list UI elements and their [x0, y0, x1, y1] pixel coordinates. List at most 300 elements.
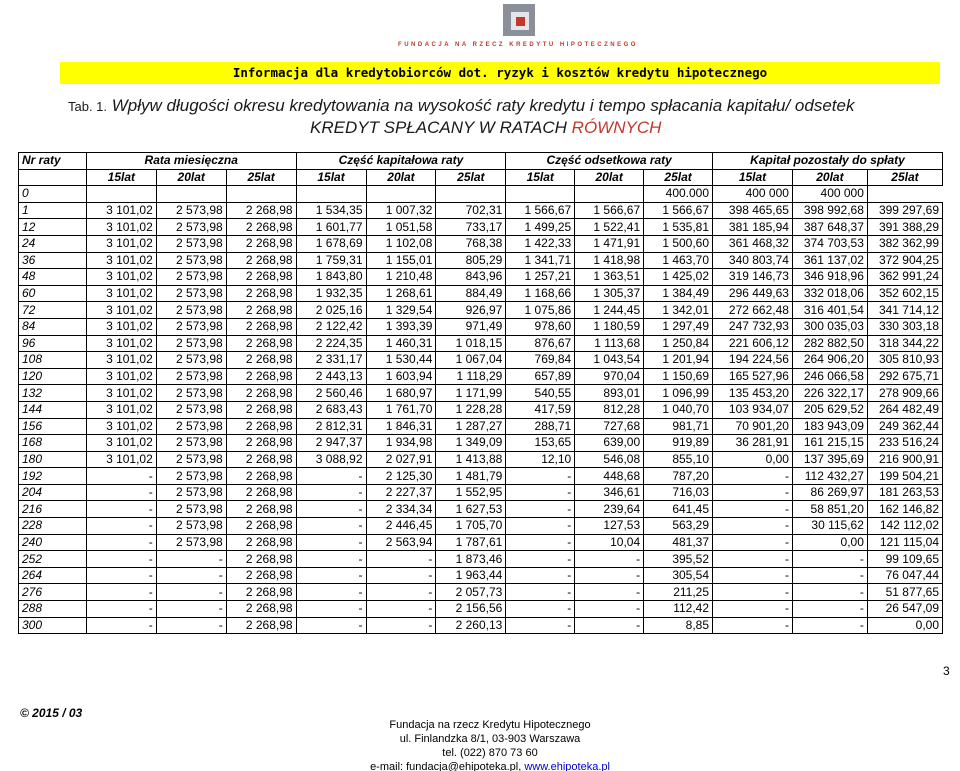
table-cell: - — [506, 551, 575, 568]
table-cell: - — [86, 468, 156, 485]
table-cell: 2 268,98 — [226, 318, 296, 335]
table-cell: 2 025,16 — [296, 302, 366, 319]
footer-email: e-mail: fundacja@ehipoteka.pl, — [370, 761, 525, 771]
table-cell: 381 185,94 — [713, 219, 793, 236]
table-cell: 1 963,44 — [436, 567, 506, 584]
table-cell: 142 112,02 — [867, 518, 942, 535]
table-row — [19, 302, 943, 319]
cell-nr: 96 — [19, 335, 87, 352]
table-cell: 278 909,66 — [867, 385, 942, 402]
table-cell: 0,00 — [792, 534, 867, 551]
table-row — [19, 418, 943, 435]
table-cell: - — [156, 584, 226, 601]
table-cell: - — [713, 601, 793, 618]
table-cell: 1 471,91 — [575, 235, 644, 252]
table-cell: 716,03 — [644, 484, 713, 501]
table-cell: 2 268,98 — [226, 335, 296, 352]
table-cell: 239,64 — [575, 501, 644, 518]
table-cell: 1 067,04 — [436, 352, 506, 369]
table-cell: 305,54 — [644, 567, 713, 584]
table-cell: 2 573,98 — [156, 468, 226, 485]
table-cell: - — [713, 584, 793, 601]
table-row — [19, 534, 943, 551]
table-cell: 2 268,98 — [226, 484, 296, 501]
header-nr-raty: Nr raty — [19, 153, 87, 170]
table-cell: 1 341,71 — [506, 252, 575, 269]
table-cell: 1 342,01 — [644, 302, 713, 319]
table-cell: 398 992,68 — [792, 202, 867, 219]
table-cell: - — [296, 584, 366, 601]
table-cell: 1 113,68 — [575, 335, 644, 352]
table-row — [19, 435, 943, 452]
table-cell: 2 260,13 — [436, 617, 506, 634]
table-row — [19, 567, 943, 584]
period-header: 15lat — [296, 169, 366, 186]
table-cell: 1 463,70 — [644, 252, 713, 269]
table-cell: - — [713, 567, 793, 584]
table-cell: 3 101,02 — [86, 285, 156, 302]
table-cell: - — [366, 601, 436, 618]
table-cell: 1 846,31 — [366, 418, 436, 435]
table-cell: 135 453,20 — [713, 385, 793, 402]
table-cell: 221 606,12 — [713, 335, 793, 352]
table-cell: 3 101,02 — [86, 435, 156, 452]
table-cell: 103 934,07 — [713, 401, 793, 418]
cell-nr: 240 — [19, 534, 87, 551]
table-cell: - — [86, 601, 156, 618]
table-cell: 1 297,49 — [644, 318, 713, 335]
table-cell: 399 297,69 — [867, 202, 942, 219]
table-cell: 2 268,98 — [226, 219, 296, 236]
table-cell: 657,89 — [506, 368, 575, 385]
table-cell: 1 201,94 — [644, 352, 713, 369]
table-cell: - — [156, 551, 226, 568]
table-cell: 1 096,99 — [644, 385, 713, 402]
header-kapital: Część kapitałowa raty — [296, 153, 506, 170]
logo-text: FUNDACJA NA RZECZ KREDYTU HIPOTECZNEGO — [398, 42, 638, 48]
table-cell: - — [86, 518, 156, 535]
table-cell: 296 449,63 — [713, 285, 793, 302]
table-cell: 2 268,98 — [226, 534, 296, 551]
table-row — [19, 318, 943, 335]
table-cell: 341 714,12 — [867, 302, 942, 319]
table-cell: 161 215,15 — [792, 435, 867, 452]
header-odsetki: Część odsetkowa raty — [506, 153, 713, 170]
table-cell: 1 566,67 — [575, 202, 644, 219]
table-cell: 2 573,98 — [156, 302, 226, 319]
period-header-empty — [19, 169, 87, 186]
table-cell: 970,04 — [575, 368, 644, 385]
table-cell: 2 268,98 — [226, 418, 296, 435]
table-cell: 352 602,15 — [867, 285, 942, 302]
table-cell: 733,17 — [436, 219, 506, 236]
table-cell: 2 573,98 — [156, 269, 226, 286]
table-row — [19, 285, 943, 302]
table-cell: - — [506, 468, 575, 485]
table-row — [19, 235, 943, 252]
table-cell: - — [156, 601, 226, 618]
table-cell: - — [575, 567, 644, 584]
table-cell: 855,10 — [644, 451, 713, 468]
table-cell: 1 422,33 — [506, 235, 575, 252]
table-cell: 546,08 — [575, 451, 644, 468]
table-cell: - — [156, 567, 226, 584]
table-cell: - — [506, 617, 575, 634]
table-cell: - — [86, 551, 156, 568]
cell-nr: 156 — [19, 418, 87, 435]
table-cell: 893,01 — [575, 385, 644, 402]
table-cell: 121 115,04 — [867, 534, 942, 551]
table-cell: 2 268,98 — [226, 252, 296, 269]
cell-nr: 204 — [19, 484, 87, 501]
table-cell: - — [575, 601, 644, 618]
table-cell: 3 101,02 — [86, 252, 156, 269]
table-cell: 8,85 — [644, 617, 713, 634]
table-cell: 1 168,66 — [506, 285, 575, 302]
period-header: 15lat — [713, 169, 793, 186]
table-cell: 448,68 — [575, 468, 644, 485]
table-cell: 2 573,98 — [156, 518, 226, 535]
table-cell: 12,10 — [506, 451, 575, 468]
table-cell: 639,00 — [575, 435, 644, 452]
table-cell: 346,61 — [575, 484, 644, 501]
table-cell: 971,49 — [436, 318, 506, 335]
table-cell: - — [86, 584, 156, 601]
table-cell: 2 443,13 — [296, 368, 366, 385]
table-cell: 1 150,69 — [644, 368, 713, 385]
table-cell: 1 522,41 — [575, 219, 644, 236]
table-cell: 2 268,98 — [226, 584, 296, 601]
table-cell: 3 101,02 — [86, 352, 156, 369]
table-row — [19, 551, 943, 568]
table-cell: 316 401,54 — [792, 302, 867, 319]
cell-nr: 48 — [19, 269, 87, 286]
table-cell: - — [506, 567, 575, 584]
page-number: 3 — [943, 664, 950, 678]
table-cell: 26 547,09 — [867, 601, 942, 618]
table-cell: 2 947,37 — [296, 435, 366, 452]
cell-nr: 60 — [19, 285, 87, 302]
table-cell: 127,53 — [575, 518, 644, 535]
table-cell: - — [792, 584, 867, 601]
loan-table — [18, 152, 943, 634]
table-cell: 843,96 — [436, 269, 506, 286]
table-cell: 137 395,69 — [792, 451, 867, 468]
table-row — [19, 451, 943, 468]
table-cell: 2 560,46 — [296, 385, 366, 402]
table-cell: 1 499,25 — [506, 219, 575, 236]
table-cell: - — [366, 551, 436, 568]
table-cell: 36 281,91 — [713, 435, 793, 452]
table-cell: 2 573,98 — [156, 501, 226, 518]
table-cell: 2 268,98 — [226, 518, 296, 535]
footer-website-link[interactable]: www.ehipoteka.pl — [524, 761, 610, 771]
table-cell: 1 349,09 — [436, 435, 506, 452]
table-cell: 1 043,54 — [575, 352, 644, 369]
table-cell: 1 102,08 — [366, 235, 436, 252]
table-row — [19, 401, 943, 418]
table-cell: 2 268,98 — [226, 401, 296, 418]
table-cell: 112,42 — [644, 601, 713, 618]
table-cell: 99 109,65 — [867, 551, 942, 568]
table-cell: - — [506, 518, 575, 535]
table-cell: 3 101,02 — [86, 202, 156, 219]
table-cell: 1 680,97 — [366, 385, 436, 402]
cell-nr: 300 — [19, 617, 87, 634]
table-cell: 1 329,54 — [366, 302, 436, 319]
table-cell: 3 101,02 — [86, 269, 156, 286]
table-cell: 1 018,15 — [436, 335, 506, 352]
table-cell: 1 051,58 — [366, 219, 436, 236]
table-cell: 3 101,02 — [86, 335, 156, 352]
table-cell: 2 268,98 — [226, 269, 296, 286]
table-cell: 1 705,70 — [436, 518, 506, 535]
table-cell: 1 228,28 — [436, 401, 506, 418]
table-cell: 769,84 — [506, 352, 575, 369]
table-cell: - — [366, 584, 436, 601]
table-cell: 2 268,98 — [226, 617, 296, 634]
table-cell: 51 877,65 — [867, 584, 942, 601]
period-header: 25lat — [436, 169, 506, 186]
table-cell: - — [86, 567, 156, 584]
cell-nr: 168 — [19, 435, 87, 452]
cell-nr: 24 — [19, 235, 87, 252]
footer-phone: tel. (022) 870 73 60 — [442, 747, 538, 759]
cell-nr: 84 — [19, 318, 87, 335]
cell-nr: 264 — [19, 567, 87, 584]
subtitle-red: RÓWNYCH — [571, 118, 662, 137]
table-cell: 362 991,24 — [867, 269, 942, 286]
table-title — [68, 96, 948, 116]
table-cell: 264 906,20 — [792, 352, 867, 369]
period-header: 15lat — [506, 169, 575, 186]
table-cell: 1 481,79 — [436, 468, 506, 485]
table-cell: - — [713, 468, 793, 485]
table-cell: 2 573,98 — [156, 285, 226, 302]
period-header: 20lat — [156, 169, 226, 186]
table-cell: 2 573,98 — [156, 202, 226, 219]
table-row — [19, 352, 943, 369]
table-cell: 1 040,70 — [644, 401, 713, 418]
cell-nr: 252 — [19, 551, 87, 568]
table-cell: 226 322,17 — [792, 385, 867, 402]
table-cell: 2 156,56 — [436, 601, 506, 618]
table-cell: 2 573,98 — [156, 451, 226, 468]
table-cell: 2 268,98 — [226, 468, 296, 485]
table-row — [19, 468, 943, 485]
table-cell: - — [713, 551, 793, 568]
table-cell: 1 171,99 — [436, 385, 506, 402]
table-cell: 2 268,98 — [226, 352, 296, 369]
table-cell: 70 901,20 — [713, 418, 793, 435]
table-cell: 374 703,53 — [792, 235, 867, 252]
table-cell: 2 573,98 — [156, 368, 226, 385]
table-cell: - — [792, 617, 867, 634]
table-cell: 1 363,51 — [575, 269, 644, 286]
table-cell: - — [792, 601, 867, 618]
table-cell: - — [506, 484, 575, 501]
table-cell: 2 268,98 — [226, 202, 296, 219]
table-cell: 812,28 — [575, 401, 644, 418]
table-cell: - — [86, 617, 156, 634]
table-cell: 2 268,98 — [226, 601, 296, 618]
table-row — [19, 335, 943, 352]
table-cell: 3 101,02 — [86, 368, 156, 385]
table-cell: 10,04 — [575, 534, 644, 551]
table-cell: 319 146,73 — [713, 269, 793, 286]
table-cell: 1 535,81 — [644, 219, 713, 236]
table-cell: 2 573,98 — [156, 352, 226, 369]
table-cell: 264 482,49 — [867, 401, 942, 418]
table-row — [19, 252, 943, 269]
table-cell: 1 287,27 — [436, 418, 506, 435]
cell-nr: 228 — [19, 518, 87, 535]
table-cell: 884,49 — [436, 285, 506, 302]
footer-address: ul. Finlandzka 8/1, 03-903 Warszawa — [399, 733, 581, 745]
table-row — [19, 219, 943, 236]
table-cell: - — [506, 584, 575, 601]
table-cell: - — [296, 534, 366, 551]
table-cell: 3 101,02 — [86, 418, 156, 435]
period-header: 20lat — [366, 169, 436, 186]
table-cell: 340 803,74 — [713, 252, 793, 269]
table-cell: 2 812,31 — [296, 418, 366, 435]
cell-nr: 120 — [19, 368, 87, 385]
table-cell: 1 566,67 — [644, 202, 713, 219]
cell-nr: 1 — [19, 202, 87, 219]
table-cell: 981,71 — [644, 418, 713, 435]
cell-initial-20: 400 000 — [713, 186, 793, 203]
table-cell: 2 268,98 — [226, 385, 296, 402]
table-cell: 3 088,92 — [296, 451, 366, 468]
table-cell: 305 810,93 — [867, 352, 942, 369]
cell-nr: 288 — [19, 601, 87, 618]
table-cell: 1 155,01 — [366, 252, 436, 269]
table-cell: 216 900,91 — [867, 451, 942, 468]
table-cell: 318 344,22 — [867, 335, 942, 352]
table-subtitle — [310, 118, 661, 138]
table-cell: 300 035,03 — [792, 318, 867, 335]
table-cell: 2 573,98 — [156, 219, 226, 236]
table-cell: 2 573,98 — [156, 484, 226, 501]
table-cell: 205 629,52 — [792, 401, 867, 418]
table-cell: - — [366, 617, 436, 634]
table-cell: 1 759,31 — [296, 252, 366, 269]
table-cell: 1 761,70 — [366, 401, 436, 418]
table-cell: - — [792, 551, 867, 568]
info-banner: Informacja dla kredytobiorców dot. ryzyk i kosztów kredytu hipotecznego — [60, 62, 940, 84]
table-cell: 1 787,61 — [436, 534, 506, 551]
table-number: Tab. 1. — [68, 99, 108, 114]
table-cell: 398 465,65 — [713, 202, 793, 219]
table-cell: - — [713, 617, 793, 634]
table-cell: 2 268,98 — [226, 435, 296, 452]
table-cell: 1 627,53 — [436, 501, 506, 518]
table-cell: 1 210,48 — [366, 269, 436, 286]
period-header: 20lat — [792, 169, 867, 186]
table-cell: - — [506, 601, 575, 618]
table-cell: - — [86, 501, 156, 518]
table-cell: 2 057,73 — [436, 584, 506, 601]
table-cell: 361 137,02 — [792, 252, 867, 269]
table-cell: 1 873,46 — [436, 551, 506, 568]
footer — [330, 718, 650, 771]
table-cell: 2 573,98 — [156, 401, 226, 418]
table-cell: 1 180,59 — [575, 318, 644, 335]
table-cell: 76 047,44 — [867, 567, 942, 584]
table-cell: 1 305,37 — [575, 285, 644, 302]
table-cell: 641,45 — [644, 501, 713, 518]
cell-initial-25: 400 000 — [792, 186, 867, 203]
table-cell: - — [713, 518, 793, 535]
table-cell: 702,31 — [436, 202, 506, 219]
table-row — [19, 584, 943, 601]
table-cell: 330 303,18 — [867, 318, 942, 335]
table-cell: 165 527,96 — [713, 368, 793, 385]
table-cell: 58 851,20 — [792, 501, 867, 518]
copyright: © 2015 / 03 — [20, 706, 83, 720]
table-cell: - — [156, 617, 226, 634]
table-title-text: Wpływ długości okresu kredytowania na wysokość raty kredytu i tempo spłacania kapitału/ odsetek — [111, 96, 855, 115]
table-cell: 382 362,99 — [867, 235, 942, 252]
table-cell: 787,20 — [644, 468, 713, 485]
cell-nr: 108 — [19, 352, 87, 369]
table-cell: - — [506, 501, 575, 518]
cell-nr: 132 — [19, 385, 87, 402]
table-row — [19, 484, 943, 501]
table-cell: 3 101,02 — [86, 401, 156, 418]
table-cell: 0,00 — [713, 451, 793, 468]
header-row — [19, 153, 943, 170]
table-cell: 395,52 — [644, 551, 713, 568]
table-cell: 1 418,98 — [575, 252, 644, 269]
table-cell: 481,37 — [644, 534, 713, 551]
table-cell: 30 115,62 — [792, 518, 867, 535]
table-cell: 1 413,88 — [436, 451, 506, 468]
table-cell: 2 573,98 — [156, 385, 226, 402]
table-row — [19, 202, 943, 219]
table-cell: 3 101,02 — [86, 451, 156, 468]
table-cell: 2 268,98 — [226, 285, 296, 302]
subtitle-black: KREDYT SPŁACANY W RATACH — [310, 118, 572, 137]
cell-nr: 180 — [19, 451, 87, 468]
period-header: 25lat — [644, 169, 713, 186]
table-cell: 1 384,49 — [644, 285, 713, 302]
cell-nr: 0 — [19, 186, 87, 203]
table-cell: - — [575, 584, 644, 601]
cell-nr: 144 — [19, 401, 87, 418]
table-cell: - — [506, 534, 575, 551]
table-cell: 3 101,02 — [86, 302, 156, 319]
table-cell: 247 732,93 — [713, 318, 793, 335]
table-cell: 1 500,60 — [644, 235, 713, 252]
table-cell: 361 468,32 — [713, 235, 793, 252]
table-cell: 249 362,44 — [867, 418, 942, 435]
cell-nr: 192 — [19, 468, 87, 485]
table-cell: 2 563,94 — [366, 534, 436, 551]
table-cell: 162 146,82 — [867, 501, 942, 518]
header-rata: Rata miesięczna — [86, 153, 296, 170]
table-cell: 2 227,37 — [366, 484, 436, 501]
table-cell: 2 027,91 — [366, 451, 436, 468]
table-cell: 2 573,98 — [156, 318, 226, 335]
table-cell: 2 573,98 — [156, 235, 226, 252]
table-cell: 86 269,97 — [792, 484, 867, 501]
table-cell: 1 250,84 — [644, 335, 713, 352]
cell-nr: 12 — [19, 219, 87, 236]
table-cell: 194 224,56 — [713, 352, 793, 369]
table-cell: 1 552,95 — [436, 484, 506, 501]
